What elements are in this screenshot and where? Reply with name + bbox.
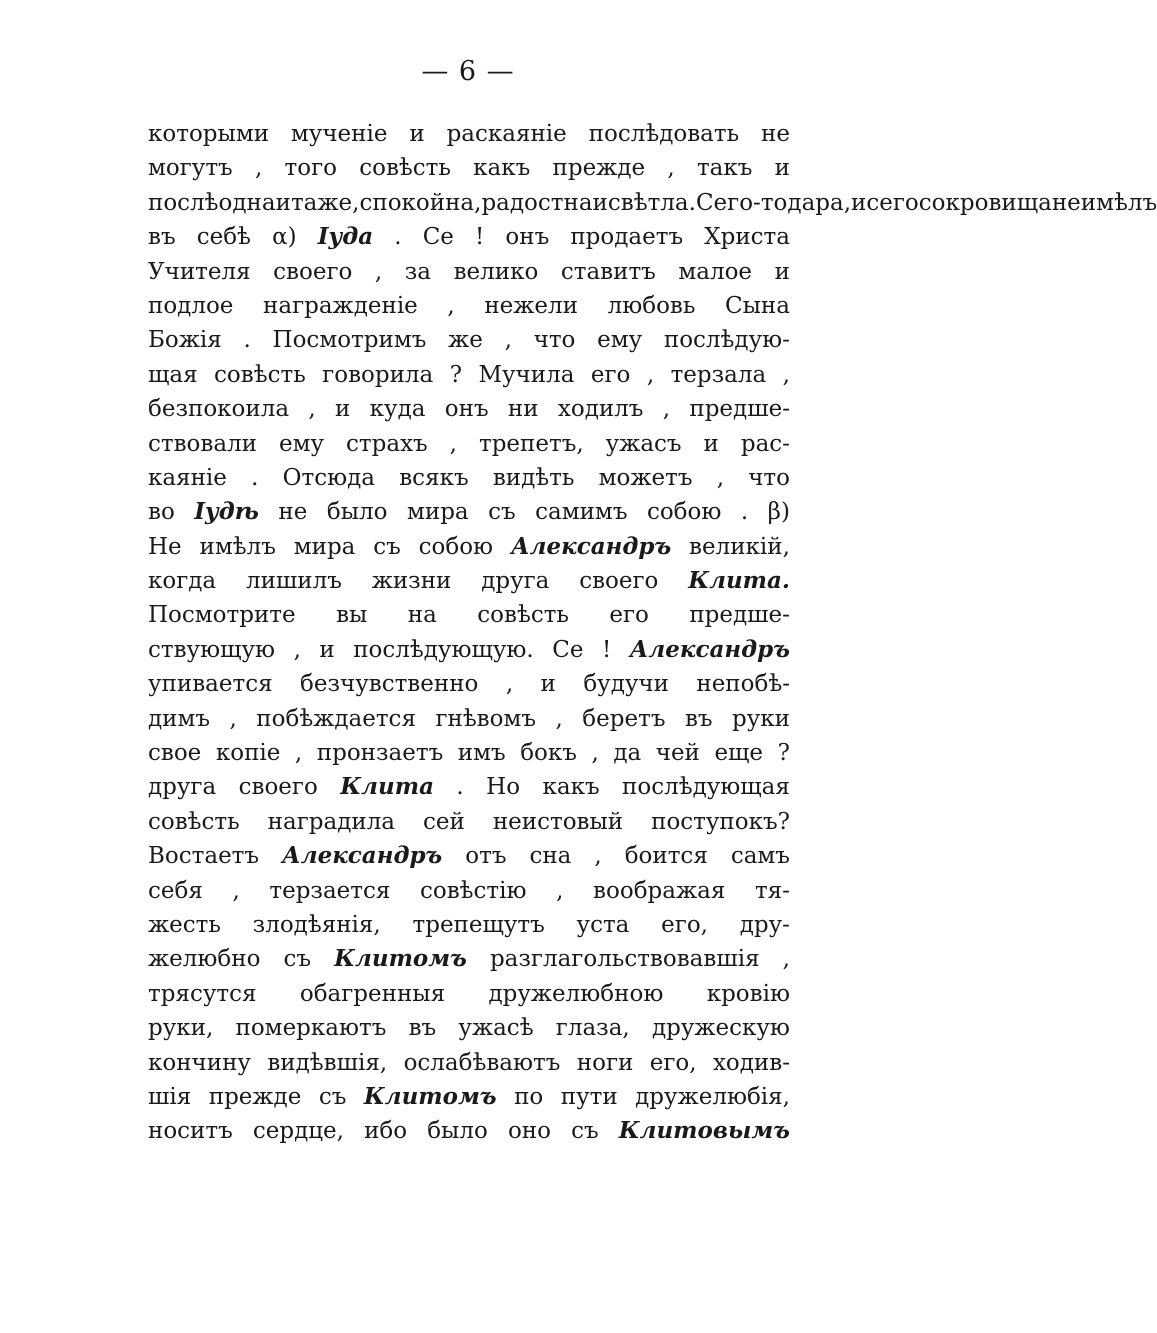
word: свѣтла <box>607 189 689 216</box>
word: послѣдую- <box>663 327 790 354</box>
word: , <box>374 258 383 285</box>
word: на <box>407 602 437 629</box>
word: трепещутъ <box>412 911 545 938</box>
word: , <box>716 464 724 491</box>
word: мира <box>406 499 469 526</box>
word: собою <box>418 533 494 560</box>
word: . <box>251 464 259 491</box>
word: уста <box>576 911 630 938</box>
word: прежде <box>208 1083 302 1110</box>
word: , <box>293 636 301 663</box>
word: свое <box>148 740 202 767</box>
word: Іудѣ <box>194 498 259 526</box>
word: рас- <box>740 430 790 457</box>
word: ужасѣ <box>458 1015 534 1042</box>
word: велико <box>453 258 539 285</box>
word: съ <box>283 946 312 973</box>
word: ствовали <box>148 430 258 457</box>
text-line <box>148 977 790 1011</box>
text-line <box>148 220 790 254</box>
word: Отсюда <box>282 464 376 491</box>
word: Посмотримъ <box>272 327 427 354</box>
word: спокойна, <box>359 189 482 216</box>
word: упивается <box>148 671 273 698</box>
word: , <box>646 361 655 388</box>
text-line <box>148 530 790 564</box>
word: Востаетъ <box>148 843 260 870</box>
word: оно <box>507 1118 551 1145</box>
word: мира <box>293 533 356 560</box>
word: видѣть <box>492 464 575 491</box>
word: предше- <box>689 602 790 629</box>
word: . <box>456 774 464 801</box>
word: сердце, <box>252 1118 344 1145</box>
word: таже, <box>290 189 360 216</box>
word: ? <box>777 740 790 767</box>
word: β) <box>767 499 790 526</box>
word: , <box>447 292 455 319</box>
word: гнѣвомъ <box>435 705 537 732</box>
word: ибо <box>364 1118 408 1145</box>
word: и <box>703 430 719 457</box>
page-number: — 6 — <box>421 56 515 87</box>
word: Іуда <box>317 223 374 251</box>
word: Не <box>148 533 182 560</box>
word: копіе <box>215 740 281 767</box>
word: и <box>592 189 608 216</box>
word: радостна <box>481 189 593 216</box>
word: Александръ <box>510 532 672 560</box>
text-line <box>148 186 1157 220</box>
word: ходив- <box>712 1049 790 1076</box>
word: страхъ <box>346 430 428 457</box>
word: съ <box>318 1083 347 1110</box>
word: тя- <box>754 877 790 904</box>
word: . <box>243 327 251 354</box>
word: что <box>533 327 576 354</box>
word: совѣсть <box>359 155 451 182</box>
word: друга <box>481 568 550 595</box>
word: собою <box>646 499 722 526</box>
word: сего <box>866 189 919 216</box>
word: руки, <box>148 1015 214 1042</box>
word: того <box>284 155 337 182</box>
word: не <box>278 499 308 526</box>
text-line <box>148 289 790 323</box>
word: неистовый <box>492 808 624 835</box>
word: обагренныя <box>299 980 446 1007</box>
word: боится <box>624 843 708 870</box>
text-line <box>148 770 790 804</box>
word: да <box>613 740 642 767</box>
word: ! <box>475 224 485 251</box>
word: и <box>774 155 790 182</box>
word: совѣсть <box>477 602 569 629</box>
word: Но <box>486 774 521 801</box>
word: дружелюбія, <box>635 1083 790 1110</box>
word: послѣдующая <box>622 774 790 801</box>
word: , <box>504 327 512 354</box>
text-line <box>148 598 790 632</box>
word: ходилъ <box>557 396 644 423</box>
word: димъ <box>148 705 211 732</box>
word: кровію <box>706 980 790 1007</box>
word: и <box>275 189 291 216</box>
word: трепетъ, <box>478 430 584 457</box>
word: , <box>782 946 790 973</box>
word: самъ <box>730 843 790 870</box>
word: дружелюбною <box>488 980 664 1007</box>
word: своего <box>273 258 353 285</box>
word: пронзаетъ <box>316 740 444 767</box>
word: кончину <box>148 1049 251 1076</box>
word: , <box>782 361 790 388</box>
word: малое <box>678 258 753 285</box>
word: было <box>427 1118 488 1145</box>
word: какъ <box>542 774 600 801</box>
word: , <box>505 671 514 698</box>
word: имъ <box>457 740 506 767</box>
word: , <box>667 155 675 182</box>
word: , <box>591 740 599 767</box>
text-line <box>148 736 790 770</box>
word: что <box>748 464 790 491</box>
word: ни <box>507 396 539 423</box>
word: пути <box>560 1083 618 1110</box>
word: желюбно <box>148 946 261 973</box>
word: же <box>448 327 483 354</box>
text-line <box>148 1011 790 1045</box>
word: Клитомъ <box>363 1082 497 1110</box>
text-line <box>148 495 790 529</box>
word: предше- <box>689 396 790 423</box>
word: наградила <box>267 808 396 835</box>
word: злодѣянія, <box>252 911 381 938</box>
text-line <box>148 839 790 873</box>
word: непобѣ- <box>696 671 790 698</box>
word: за <box>404 258 432 285</box>
word: дру- <box>739 911 790 938</box>
word: вы <box>336 602 368 629</box>
word: беретъ <box>582 705 666 732</box>
word: сна <box>529 843 572 870</box>
word: . <box>394 224 402 251</box>
word: Учителя <box>148 258 251 285</box>
word: безпокоила <box>148 396 290 423</box>
word: и <box>409 121 425 147</box>
word: . <box>740 499 749 526</box>
word: не <box>1051 189 1081 216</box>
word: шія <box>148 1083 192 1110</box>
word: трясутся <box>148 980 257 1007</box>
word: послѣдовать <box>588 121 740 147</box>
word: награжденіе <box>263 292 418 319</box>
word: прежде <box>552 155 646 182</box>
word: съ <box>373 533 401 560</box>
word: поступокъ? <box>651 808 790 835</box>
text-line <box>148 633 790 667</box>
word: такъ <box>696 155 753 182</box>
word: отъ <box>465 843 507 870</box>
word: , <box>449 430 457 457</box>
word: любовь <box>607 292 696 319</box>
word: ? <box>449 361 463 388</box>
word: ставитъ <box>560 258 656 285</box>
word: , <box>594 843 602 870</box>
word: и <box>774 258 790 285</box>
word: , <box>254 155 263 182</box>
word: Христа <box>704 224 790 251</box>
word: сокровища <box>918 189 1052 216</box>
text-line <box>148 358 790 392</box>
word: его <box>590 361 631 388</box>
word: въ <box>408 1015 437 1042</box>
word: Клита. <box>688 567 790 595</box>
word: Се <box>552 636 584 663</box>
body-text <box>148 117 1157 1149</box>
text-line <box>148 117 790 151</box>
word: и <box>319 636 335 663</box>
word: говорила <box>322 361 434 388</box>
word: ему <box>279 430 325 457</box>
word: Мучила <box>478 361 575 388</box>
word: себя <box>148 877 203 904</box>
text-line <box>148 1114 790 1148</box>
word: могутъ <box>148 155 233 182</box>
word: жизни <box>371 568 452 595</box>
word: имѣлъ <box>199 533 276 560</box>
text-line <box>148 942 790 976</box>
word: ствующую <box>148 636 276 663</box>
word: глаза, <box>555 1015 630 1042</box>
word: , <box>662 396 671 423</box>
word: , <box>555 705 563 732</box>
word: видѣвшія, <box>267 1049 388 1076</box>
word: можетъ <box>598 464 693 491</box>
word: и <box>335 396 351 423</box>
text-line <box>148 1080 790 1114</box>
word: руки <box>732 705 790 732</box>
text-line <box>148 702 790 736</box>
word: ноги <box>576 1049 634 1076</box>
word: Клита <box>340 773 434 801</box>
word: когда <box>148 568 217 595</box>
word: , <box>229 705 237 732</box>
word: . <box>688 189 696 216</box>
text-line <box>148 255 790 289</box>
word: куда <box>369 396 426 423</box>
text-line <box>148 427 790 461</box>
word: побѣждается <box>256 705 416 732</box>
word: бокъ <box>520 740 577 767</box>
word: самимъ <box>535 499 628 526</box>
word: Клитовымъ <box>618 1117 790 1145</box>
text-line <box>148 805 790 839</box>
word: въ <box>148 224 176 251</box>
word: Посмотрите <box>148 602 296 629</box>
word: подлое <box>148 292 234 319</box>
word: послѣдующую. <box>353 636 534 663</box>
word: его, <box>661 911 708 938</box>
word: его <box>609 602 649 629</box>
word: Сего-то <box>695 189 788 216</box>
word: каяніе <box>148 464 227 491</box>
text-line <box>148 151 790 185</box>
word: Александръ <box>282 842 443 870</box>
word: будучи <box>583 671 669 698</box>
word: своего <box>238 774 318 801</box>
word: дружескую <box>651 1015 790 1042</box>
word: великій, <box>689 533 790 560</box>
word: Сына <box>725 292 790 319</box>
word: по <box>514 1083 544 1110</box>
word: сей <box>423 808 465 835</box>
word: еще <box>714 740 764 767</box>
word: терзается <box>269 877 391 904</box>
word: терзала <box>670 361 767 388</box>
word: жесть <box>148 911 221 938</box>
word: его, <box>649 1049 697 1076</box>
word: съ <box>571 1118 599 1145</box>
word: друга <box>148 774 217 801</box>
word: , <box>308 396 316 423</box>
word: не <box>761 121 790 147</box>
text-line <box>148 1046 790 1080</box>
word: дара <box>787 189 844 216</box>
word: ужасъ <box>605 430 682 457</box>
word: всякъ <box>399 464 469 491</box>
word: совѣсть <box>148 808 240 835</box>
word: α) <box>272 224 297 251</box>
word: продаетъ <box>570 224 684 251</box>
word: носитъ <box>148 1118 233 1145</box>
word: было <box>326 499 388 526</box>
word: которыми <box>148 121 270 147</box>
text-line <box>148 461 790 495</box>
word: и <box>851 189 867 216</box>
word: , <box>232 877 240 904</box>
word: мученіе <box>290 121 388 147</box>
word: Божія <box>148 327 222 354</box>
word: онъ <box>444 396 489 423</box>
word: нежели <box>484 292 578 319</box>
word: , <box>556 877 564 904</box>
word: совѣсть <box>214 361 306 388</box>
text-line <box>148 323 790 357</box>
word: , <box>294 740 303 767</box>
text-line <box>148 908 790 942</box>
word: своего <box>579 568 659 595</box>
word: померкаютъ <box>235 1015 387 1042</box>
word: , <box>843 189 852 216</box>
word: въ <box>684 705 713 732</box>
word: себѣ <box>196 224 251 251</box>
word: воображая <box>593 877 726 904</box>
word: безчувственно <box>300 671 479 698</box>
word: раскаяніе <box>446 121 567 147</box>
word: разглагольствовавшія <box>489 946 760 973</box>
word: онъ <box>505 224 550 251</box>
word: во <box>148 499 175 526</box>
text-line <box>148 874 790 908</box>
word: Александръ <box>629 635 790 663</box>
word: Клитомъ <box>334 945 467 973</box>
word: щая <box>148 361 198 388</box>
word: какъ <box>473 155 531 182</box>
word: имѣлъ <box>1080 189 1157 216</box>
word: ослабѣваютъ <box>403 1049 561 1076</box>
word: послѣ <box>148 189 219 216</box>
text-line <box>148 564 790 598</box>
text-line <box>148 392 790 426</box>
word: совѣстію <box>420 877 527 904</box>
word: чей <box>655 740 700 767</box>
word: и <box>540 671 556 698</box>
word: съ <box>488 499 516 526</box>
word: ! <box>601 636 612 663</box>
word: Се <box>422 224 454 251</box>
word: одна <box>218 189 276 216</box>
text-line <box>148 667 790 701</box>
word: лишилъ <box>245 568 342 595</box>
word: ему <box>597 327 643 354</box>
